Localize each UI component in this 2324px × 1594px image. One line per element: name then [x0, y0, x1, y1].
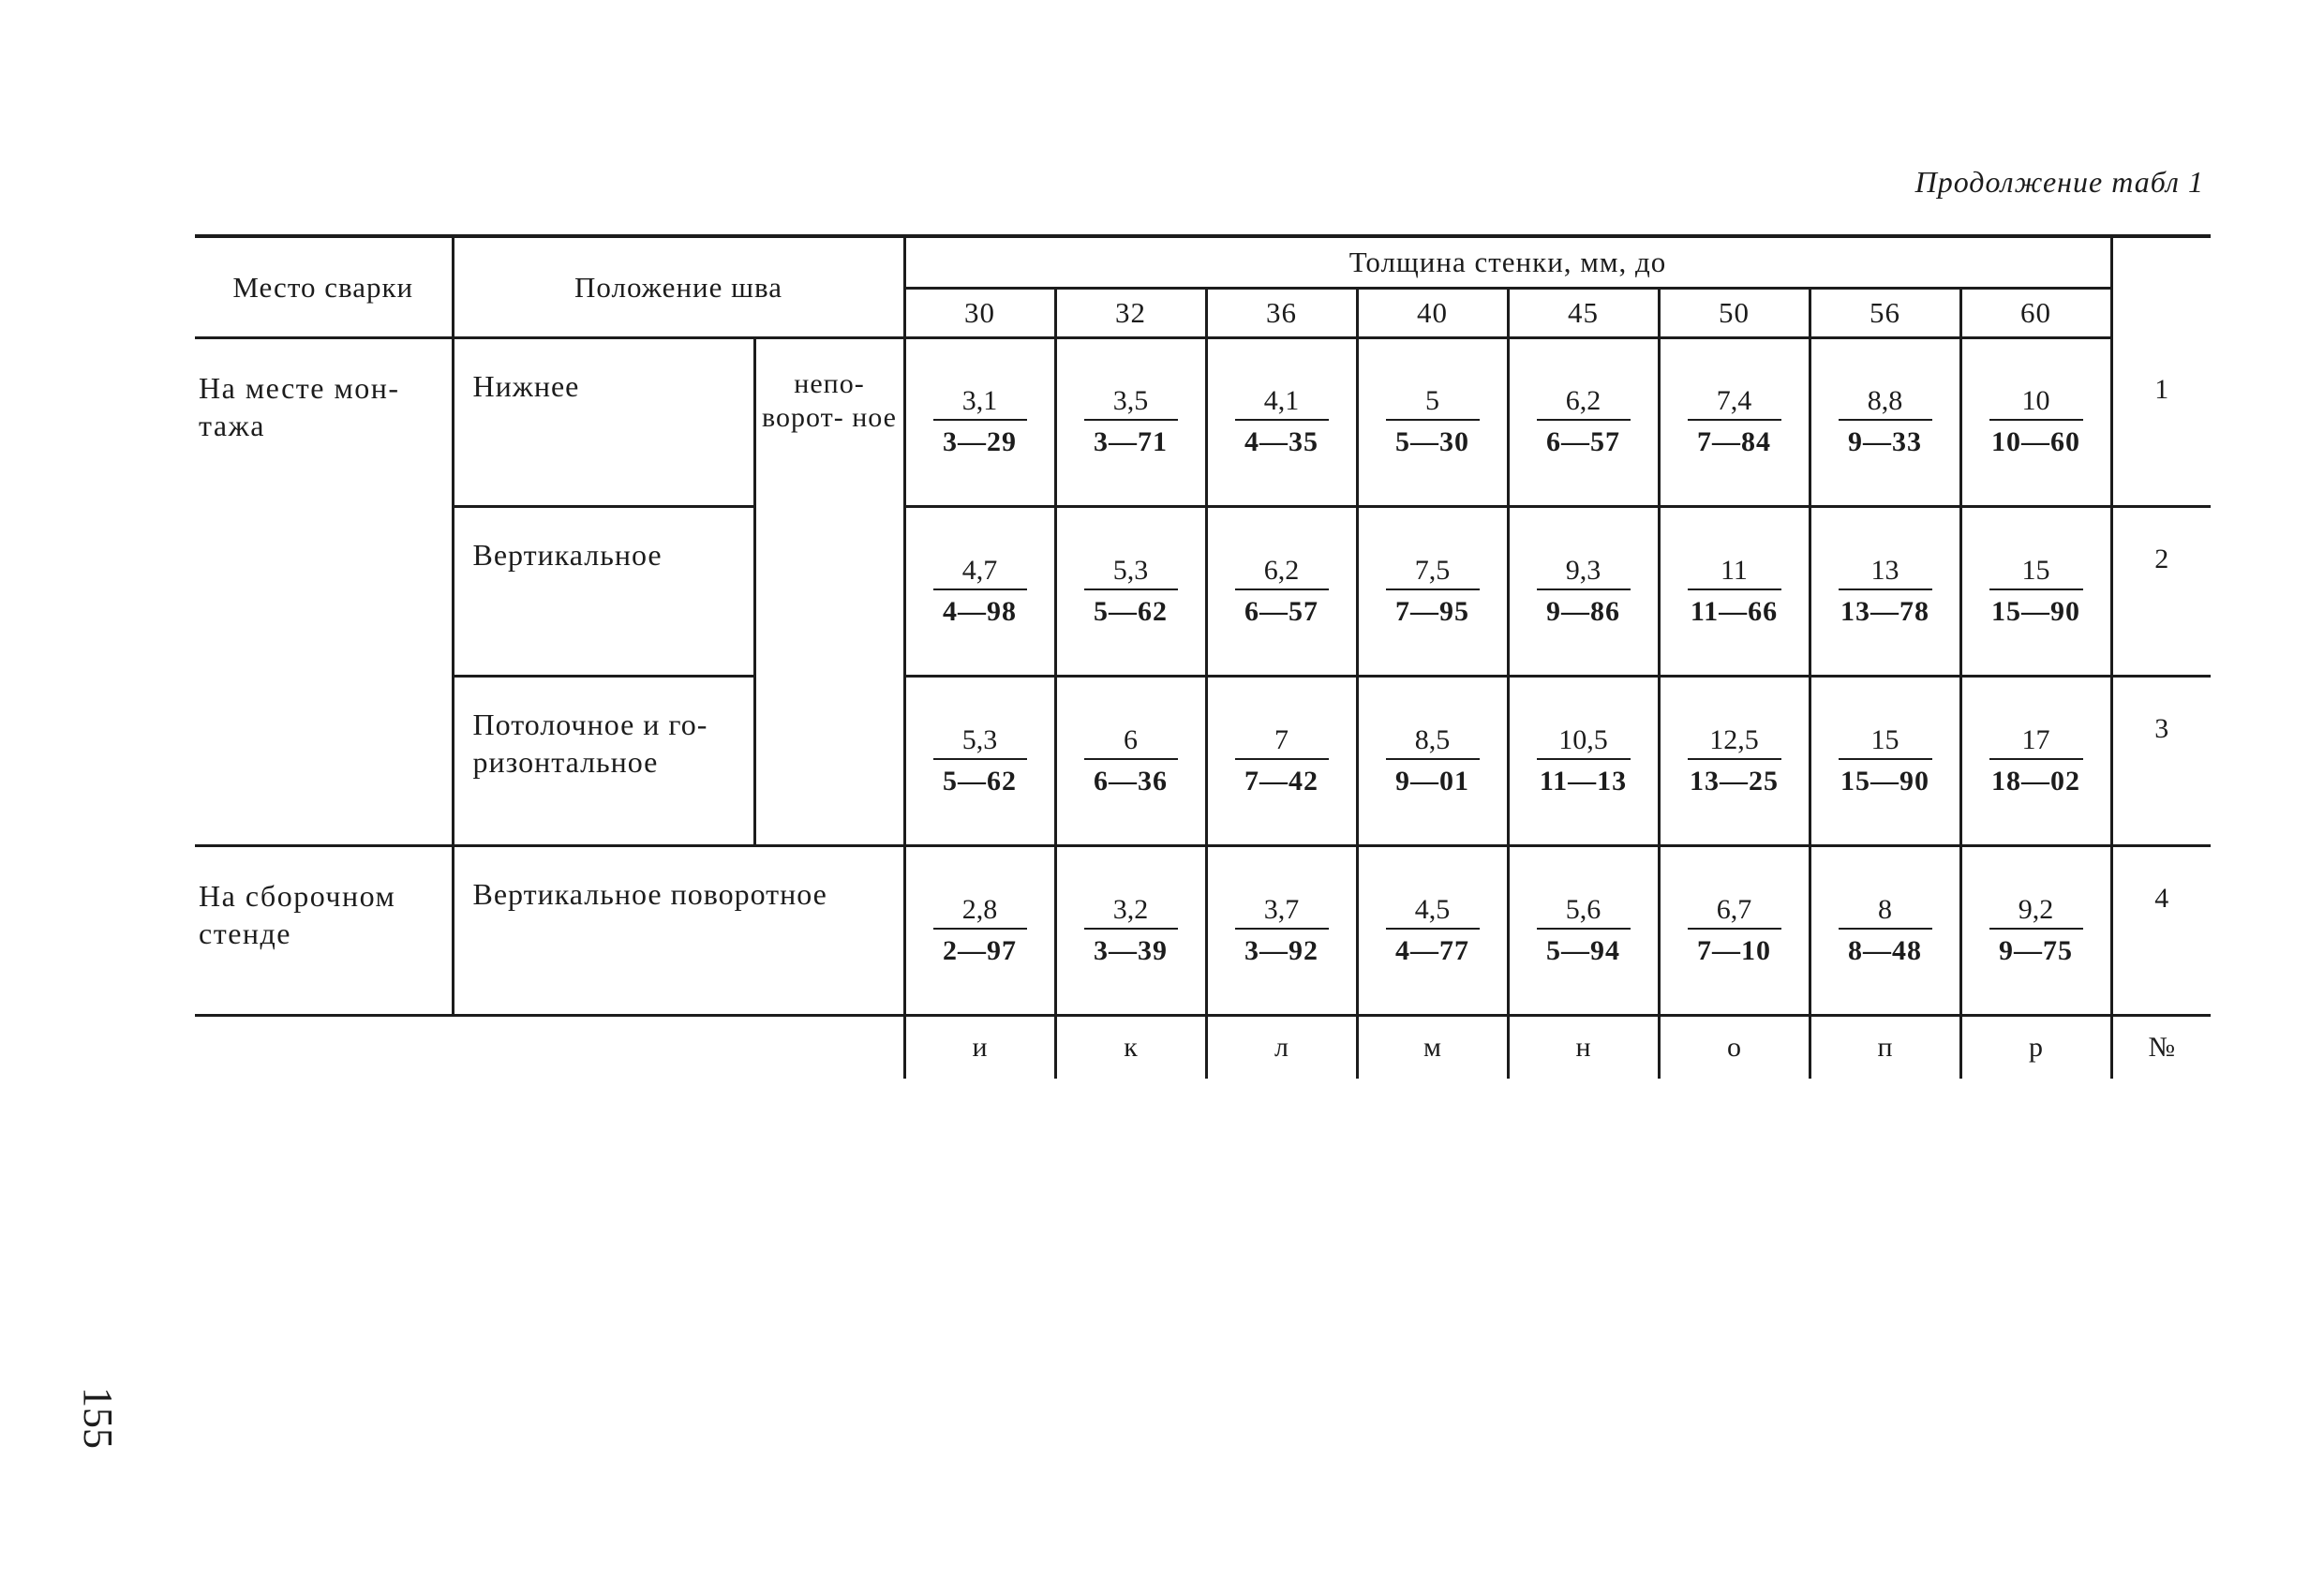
- norm-cell: $\frac{11}{11—66}$: [1688, 555, 1781, 628]
- norm-cell: $\frac{12,5}{13—25}$: [1688, 724, 1781, 797]
- norm-cell: $\frac{3,7}{3—92}$: [1235, 894, 1329, 967]
- norm-cell: $\frac{6}{6—36}$: [1084, 724, 1178, 797]
- norm-cell: $\frac{9,2}{9—75}$: [1989, 894, 2083, 967]
- column-letter: л: [1206, 1015, 1357, 1079]
- column-letter: к: [1055, 1015, 1206, 1079]
- page-number: 155: [75, 1387, 121, 1449]
- header-col: 30: [904, 289, 1055, 338]
- norm-cell: $\frac{10,5}{11—13}$: [1537, 724, 1631, 797]
- norm-cell: $\frac{10}{10—60}$: [1989, 385, 2083, 458]
- column-letter: и: [904, 1015, 1055, 1079]
- norm-cell: $\frac{15}{15—90}$: [1839, 724, 1932, 797]
- header-col: 56: [1810, 289, 1960, 338]
- norm-cell: $\frac{7,5}{7—95}$: [1386, 555, 1480, 628]
- norm-cell: $\frac{9,3}{9—86}$: [1537, 555, 1631, 628]
- footer-blank: [754, 1015, 904, 1079]
- header-col: 40: [1357, 289, 1508, 338]
- norm-cell: $\frac{5,3}{5—62}$: [933, 724, 1027, 797]
- position-label: Нижнее: [453, 338, 754, 507]
- header-blank: [2111, 236, 2211, 338]
- norm-cell: $\frac{17}{18—02}$: [1989, 724, 2083, 797]
- norm-cell: $\frac{5,6}{5—94}$: [1537, 894, 1631, 967]
- norm-cell: $\frac{7,4}{7—84}$: [1688, 385, 1781, 458]
- norm-cell: $\frac{13}{13—78}$: [1839, 555, 1932, 628]
- header-place: Место сварки: [195, 236, 453, 338]
- header-col: 36: [1206, 289, 1357, 338]
- column-letter: о: [1659, 1015, 1810, 1079]
- place-assembly-stand: На сборочном стенде: [195, 845, 453, 1015]
- norm-cell: $\frac{3,5}{3—71}$: [1084, 385, 1178, 458]
- header-thickness: Толщина стенки, мм, до: [904, 236, 2111, 289]
- norm-cell: $\frac{4,5}{4—77}$: [1386, 894, 1480, 967]
- norm-cell: $\frac{2,8}{2—97}$: [933, 894, 1027, 967]
- column-letter: н: [1508, 1015, 1659, 1079]
- position-label: Вертикальное: [453, 506, 754, 676]
- position-label: Вертикальное поворотное: [453, 845, 904, 1015]
- norm-cell: $\frac{3,1}{3—29}$: [933, 385, 1027, 458]
- row-number: 2: [2111, 506, 2211, 676]
- column-letter: м: [1357, 1015, 1508, 1079]
- table-caption: Продолжение табл 1: [1914, 165, 2204, 199]
- norm-cell: $\frac{8,8}{9—33}$: [1839, 385, 1932, 458]
- row-number: 1: [2111, 338, 2211, 507]
- norm-cell: $\frac{4,7}{4—98}$: [933, 555, 1027, 628]
- column-letter-number-sign: №: [2111, 1015, 2211, 1079]
- column-letter: р: [1960, 1015, 2111, 1079]
- norm-cell: $\frac{6,7}{7—10}$: [1688, 894, 1781, 967]
- footer-blank: [195, 1015, 453, 1079]
- norm-cell: $\frac{8}{8—48}$: [1839, 894, 1932, 967]
- header-col: 32: [1055, 289, 1206, 338]
- norm-cell: $\frac{6,2}{6—57}$: [1235, 555, 1329, 628]
- norm-cell: $\frac{5,3}{5—62}$: [1084, 555, 1178, 628]
- norm-cell: $\frac{3,2}{3—39}$: [1084, 894, 1178, 967]
- welding-norms-table: [195, 234, 2211, 1079]
- place-on-site: На месте мон- тажа: [195, 338, 453, 846]
- norm-cell: $\frac{5}{5—30}$: [1386, 385, 1480, 458]
- norm-cell: $\frac{6,2}{6—57}$: [1537, 385, 1631, 458]
- norm-cell: $\frac{15}{15—90}$: [1989, 555, 2083, 628]
- position-label: Потолочное и го- ризонтальное: [453, 676, 754, 845]
- header-col: 45: [1508, 289, 1659, 338]
- footer-blank: [453, 1015, 754, 1079]
- row-number: 4: [2111, 845, 2211, 1015]
- position-subtype: непо- ворот- ное: [754, 338, 904, 846]
- header-col: 60: [1960, 289, 2111, 338]
- row-number: 3: [2111, 676, 2211, 845]
- header-col: 50: [1659, 289, 1810, 338]
- norm-cell: $\frac{7}{7—42}$: [1235, 724, 1329, 797]
- norm-cell: $\frac{8,5}{9—01}$: [1386, 724, 1480, 797]
- column-letter: п: [1810, 1015, 1960, 1079]
- norm-cell: $\frac{4,1}{4—35}$: [1235, 385, 1329, 458]
- header-position: Положение шва: [453, 236, 904, 338]
